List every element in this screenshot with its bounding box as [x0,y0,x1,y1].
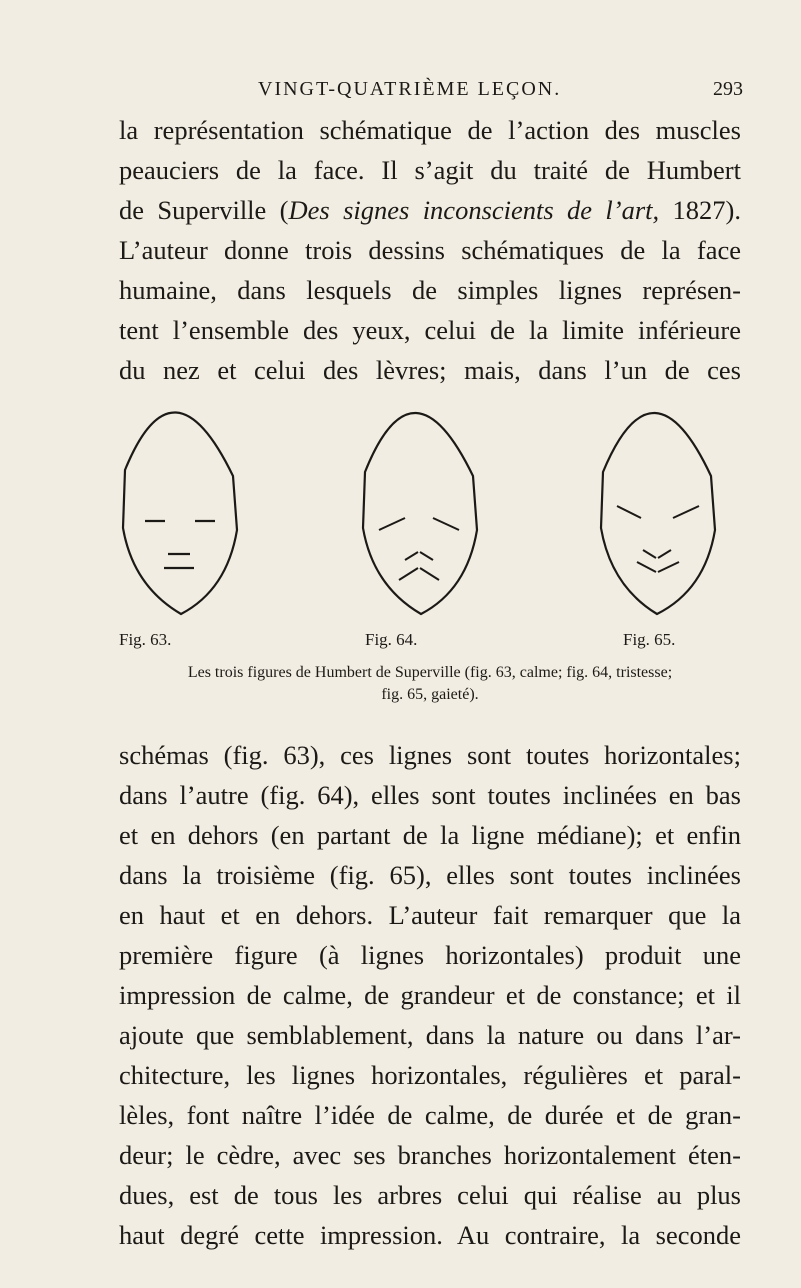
figure-caption [100,662,760,706]
figure-63 [115,392,240,649]
text-line: schémas (fig. 63), ces lignes sont toutes horizontales; [119,740,741,770]
running-title: VINGT-QUATRIÈME LEÇON. [258,78,562,100]
face-schema-sad [355,392,485,624]
figures-row [115,392,745,649]
page-header [0,78,801,108]
text-line: première figure (à lignes horizontales) produit une [119,940,741,970]
text-line: humaine, dans lesquels de simples lignes représen- [119,275,741,305]
text-line: lèles, font naître l’idée de calme, de durée et de gran- [119,1100,741,1130]
text-line: tent l’ensemble des yeux, celui de la limite inférieure [119,315,741,345]
text-line: la représentation schématique de l’action des muscles [119,115,741,145]
text-line: dues, est de tous les arbres celui qui réalise au plus [119,1180,741,1210]
figure-64 [355,392,480,649]
text-line: peauciers de la face. Il s’agit du traité de Humbert [119,155,741,185]
text-line: du nez et celui des lèvres; mais, dans l’un de ces [119,355,741,385]
caption-line: Les trois figures de Humbert de Superville (fig. 63, calme; fig. 64, tristesse; [187,664,673,681]
face-schema-calm [115,392,245,624]
page-number: 293 [713,78,743,100]
text-line: ajoute que semblablement, dans la nature ou dans l’ar- [119,1020,741,1050]
text-line: et en dehors (en partant de la ligne médiane); et enfin [119,820,741,850]
figure-label: Fig. 64. [365,630,418,649]
text-line: dans la troisième (fig. 65), elles sont toutes inclinées [119,860,741,890]
figure-label: Fig. 65. [623,630,676,649]
text-line: L’auteur donne trois dessins schématiques de la face [119,235,741,265]
paragraph-top [119,110,741,390]
text-line: impression de calme, de grandeur et de constance; et il [119,980,741,1010]
text-line: chitecture, les lignes horizontales, régulières et paral- [119,1060,741,1090]
paragraph-bottom [119,735,741,1255]
caption-line: fig. 65, gaieté). [381,686,479,703]
face-schema-gay [593,392,723,624]
book-title: Des signes inconscients de l’art, [288,195,660,225]
text-line: dans l’autre (fig. 64), elles sont toutes inclinées en bas [119,780,741,810]
figure-label: Fig. 63. [119,630,172,649]
text-line: de Superville (Des signes inconscients de l’art, 1827). [119,195,742,225]
text-line: en haut et en dehors. L’auteur fait remarquer que la [119,900,741,930]
figure-65 [593,392,718,649]
text-line: haut degré cette impression. Au contraire, la seconde [119,1220,741,1250]
text-line: deur; le cèdre, avec ses branches horizontalement éten- [119,1140,741,1170]
